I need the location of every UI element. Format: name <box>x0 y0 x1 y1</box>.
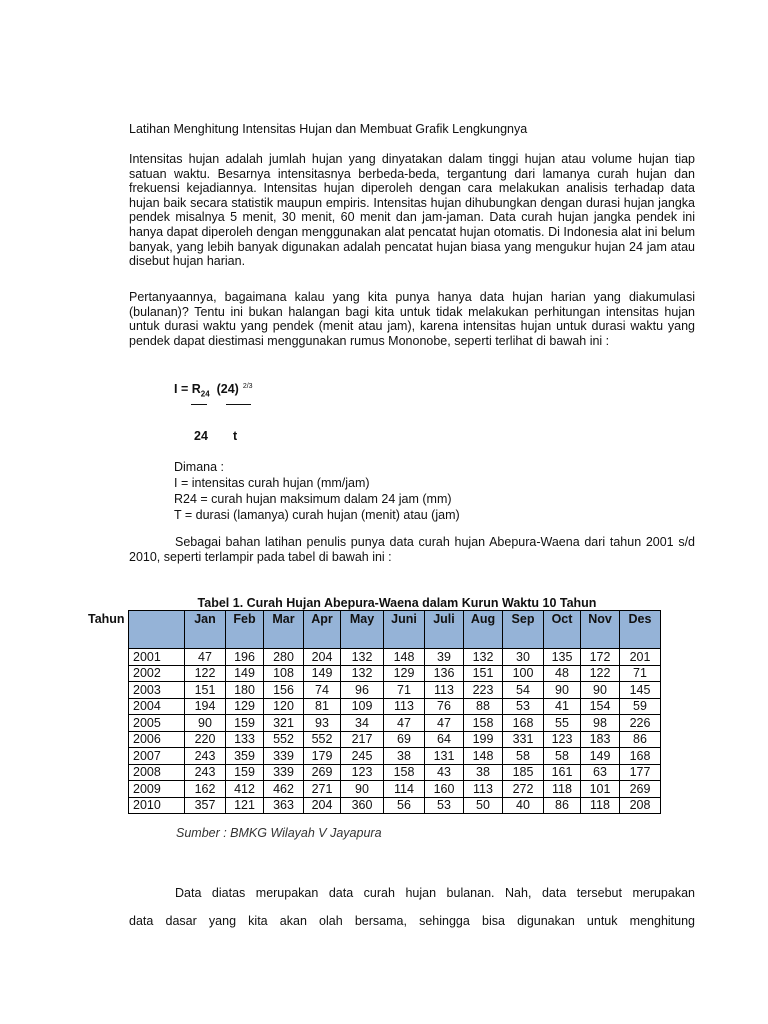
value-cell: 156 <box>264 682 304 699</box>
value-cell: 39 <box>425 649 464 666</box>
value-cell: 41 <box>544 698 581 715</box>
closing-line-1: Data diatas merupakan data curah hujan bulanan. Nah, data tersebut merupakan <box>175 886 695 900</box>
fraction-bar-left <box>191 404 207 405</box>
year-cell: 2003 <box>129 682 185 699</box>
value-cell: 101 <box>581 781 620 798</box>
value-cell: 158 <box>464 715 503 732</box>
value-cell: 204 <box>304 797 341 814</box>
value-cell: 108 <box>264 665 304 682</box>
value-cell: 69 <box>384 731 425 748</box>
table-row <box>129 764 661 781</box>
year-cell: 2002 <box>129 665 185 682</box>
value-cell: 360 <box>341 797 384 814</box>
value-cell: 120 <box>264 698 304 715</box>
value-cell: 204 <box>304 649 341 666</box>
value-cell: 272 <box>503 781 544 798</box>
value-cell: 71 <box>620 665 661 682</box>
table-source: Sumber : BMKG Wilayah V Jayapura <box>176 826 382 840</box>
value-cell: 220 <box>185 731 226 748</box>
table-row <box>129 781 661 798</box>
header-cell: Mar <box>264 611 304 649</box>
value-cell: 93 <box>304 715 341 732</box>
value-cell: 63 <box>581 764 620 781</box>
value-cell: 86 <box>544 797 581 814</box>
value-cell: 217 <box>341 731 384 748</box>
value-cell: 194 <box>185 698 226 715</box>
value-cell: 185 <box>503 764 544 781</box>
value-cell: 148 <box>384 649 425 666</box>
value-cell: 177 <box>620 764 661 781</box>
value-cell: 58 <box>503 748 544 765</box>
document-title: Latihan Menghitung Intensitas Hujan dan Membuat Grafik Lengkungnya <box>129 122 528 136</box>
value-cell: 113 <box>384 698 425 715</box>
value-cell: 357 <box>185 797 226 814</box>
value-cell: 196 <box>226 649 264 666</box>
value-cell: 149 <box>581 748 620 765</box>
value-cell: 123 <box>341 764 384 781</box>
value-cell: 122 <box>185 665 226 682</box>
value-cell: 245 <box>341 748 384 765</box>
value-cell: 243 <box>185 764 226 781</box>
value-cell: 271 <box>304 781 341 798</box>
value-cell: 412 <box>226 781 264 798</box>
value-cell: 269 <box>304 764 341 781</box>
intro-paragraph: Intensitas hujan adalah jumlah hujan yang dinyatakan dalam tinggi hujan atau volume hujan tiap satuan waktu. Besarnya intensitasnya berbeda-beda, tergantung dari lamanya curah hujan dan frekuensi kejadiannya. Intensitas hujan diperoleh dengan cara melakukan analisis terhadap data hujan baik secara statistik maupun empiris. Intensitas hujan dihubungkan dengan durasi hujan jangka pendek misalnya 5 menit, 30 menit, 60 menit dan jam-jaman. Data curah hujan jangka pendek ini hanya dapat diperoleh dengan menggunakan alat pencatat hujan otomatis. Di Indonesia alat ini belum banyak, yang lebih banyak digunakan adalah pencatat hujan biasa yang mengukur hujan 24 jam atau disebut hujan harian. <box>129 152 695 269</box>
value-cell: 269 <box>620 781 661 798</box>
value-cell: 132 <box>341 649 384 666</box>
header-cell-year <box>129 611 185 649</box>
value-cell: 96 <box>341 682 384 699</box>
value-cell: 74 <box>304 682 341 699</box>
value-cell: 226 <box>620 715 661 732</box>
value-cell: 363 <box>264 797 304 814</box>
value-cell: 280 <box>264 649 304 666</box>
value-cell: 339 <box>264 748 304 765</box>
value-cell: 131 <box>425 748 464 765</box>
value-cell: 148 <box>464 748 503 765</box>
table-caption: Tabel 1. Curah Hujan Abepura-Waena dalam Kurun Waktu 10 Tahun <box>197 596 597 610</box>
value-cell: 160 <box>425 781 464 798</box>
value-cell: 38 <box>384 748 425 765</box>
value-cell: 552 <box>304 731 341 748</box>
value-cell: 168 <box>620 748 661 765</box>
formula-denominator-t: t <box>233 429 238 443</box>
value-cell: 113 <box>464 781 503 798</box>
header-cell: Sep <box>503 611 544 649</box>
value-cell: 118 <box>544 781 581 798</box>
value-cell: 58 <box>544 748 581 765</box>
value-cell: 151 <box>464 665 503 682</box>
value-cell: 149 <box>304 665 341 682</box>
table-row <box>129 748 661 765</box>
value-cell: 86 <box>620 731 661 748</box>
definition-line: T = durasi (lamanya) curah hujan (menit) atau (jam) <box>174 508 460 522</box>
table-row <box>129 731 661 748</box>
value-cell: 88 <box>464 698 503 715</box>
value-cell: 129 <box>226 698 264 715</box>
table-header-row <box>129 611 661 649</box>
value-cell: 183 <box>581 731 620 748</box>
definition-line: I = intensitas curah hujan (mm/jam) <box>174 476 370 490</box>
header-cell: Des <box>620 611 661 649</box>
mononobe-formula-numerator <box>174 382 253 399</box>
value-cell: 136 <box>425 665 464 682</box>
value-cell: 123 <box>544 731 581 748</box>
value-cell: 50 <box>464 797 503 814</box>
value-cell: 331 <box>503 731 544 748</box>
value-cell: 161 <box>544 764 581 781</box>
value-cell: 53 <box>503 698 544 715</box>
year-cell: 2001 <box>129 649 185 666</box>
value-cell: 158 <box>384 764 425 781</box>
header-cell: Nov <box>581 611 620 649</box>
formula-exponent: 2/3 <box>242 382 253 390</box>
year-column-label: Tahun <box>88 612 125 626</box>
value-cell: 47 <box>185 649 226 666</box>
value-cell: 462 <box>264 781 304 798</box>
value-cell: 135 <box>544 649 581 666</box>
value-cell: 162 <box>185 781 226 798</box>
value-cell: 56 <box>384 797 425 814</box>
value-cell: 54 <box>503 682 544 699</box>
header-cell: Oct <box>544 611 581 649</box>
value-cell: 321 <box>264 715 304 732</box>
value-cell: 199 <box>464 731 503 748</box>
header-cell: Apr <box>304 611 341 649</box>
table-row <box>129 682 661 699</box>
value-cell: 223 <box>464 682 503 699</box>
year-cell: 2007 <box>129 748 185 765</box>
value-cell: 133 <box>226 731 264 748</box>
formula-denominator-24: 24 <box>194 429 208 443</box>
question-paragraph: Pertanyaannya, bagaimana kalau yang kita punya hanya data hujan harian yang diakumulasi (bulanan)? Tentu ini bukan halangan bagi kita untuk tidak melakukan perhitungan intensitas hujan untuk durasi waktu yang pendek (menit atau jam), karena intensitas hujan untuk durasi waktu yang pendek dapat diestimasi menggunakan rumus Mononobe, seperti terlihat di bawah ini : <box>129 290 695 348</box>
table-row <box>129 665 661 682</box>
year-cell: 2006 <box>129 731 185 748</box>
year-cell: 2004 <box>129 698 185 715</box>
value-cell: 81 <box>304 698 341 715</box>
value-cell: 47 <box>384 715 425 732</box>
value-cell: 180 <box>226 682 264 699</box>
closing-line-2: data dasar yang kita akan olah bersama, sehingga bisa digunakan untuk menghitung <box>129 914 695 928</box>
value-cell: 47 <box>425 715 464 732</box>
value-cell: 168 <box>503 715 544 732</box>
data-intro-paragraph: Sebagai bahan latihan penulis punya data curah hujan Abepura-Waena dari tahun 2001 s/d 2010, seperti terlampir pada tabel di bawah ini : <box>129 535 695 564</box>
value-cell: 53 <box>425 797 464 814</box>
value-cell: 71 <box>384 682 425 699</box>
value-cell: 339 <box>264 764 304 781</box>
value-cell: 159 <box>226 715 264 732</box>
value-cell: 113 <box>425 682 464 699</box>
value-cell: 90 <box>341 781 384 798</box>
value-cell: 64 <box>425 731 464 748</box>
value-cell: 145 <box>620 682 661 699</box>
value-cell: 40 <box>503 797 544 814</box>
value-cell: 132 <box>464 649 503 666</box>
value-cell: 90 <box>185 715 226 732</box>
header-cell: Aug <box>464 611 503 649</box>
definitions-block <box>174 459 460 523</box>
value-cell: 43 <box>425 764 464 781</box>
definitions-heading: Dimana : <box>174 460 225 474</box>
value-cell: 122 <box>581 665 620 682</box>
value-cell: 208 <box>620 797 661 814</box>
value-cell: 48 <box>544 665 581 682</box>
value-cell: 90 <box>544 682 581 699</box>
value-cell: 151 <box>185 682 226 699</box>
value-cell: 121 <box>226 797 264 814</box>
year-cell: 2010 <box>129 797 185 814</box>
header-cell: Jan <box>185 611 226 649</box>
header-cell: Feb <box>226 611 264 649</box>
table-row <box>129 649 661 666</box>
value-cell: 201 <box>620 649 661 666</box>
value-cell: 132 <box>341 665 384 682</box>
header-cell: Juni <box>384 611 425 649</box>
table-row <box>129 797 661 814</box>
value-cell: 179 <box>304 748 341 765</box>
value-cell: 59 <box>620 698 661 715</box>
formula-lhs: I = R <box>174 382 201 396</box>
table-row <box>129 715 661 732</box>
value-cell: 100 <box>503 665 544 682</box>
value-cell: 243 <box>185 748 226 765</box>
value-cell: 172 <box>581 649 620 666</box>
year-cell: 2008 <box>129 764 185 781</box>
year-cell: 2005 <box>129 715 185 732</box>
value-cell: 154 <box>581 698 620 715</box>
value-cell: 118 <box>581 797 620 814</box>
value-cell: 149 <box>226 665 264 682</box>
value-cell: 552 <box>264 731 304 748</box>
value-cell: 109 <box>341 698 384 715</box>
value-cell: 90 <box>581 682 620 699</box>
year-cell: 2009 <box>129 781 185 798</box>
value-cell: 159 <box>226 764 264 781</box>
value-cell: 38 <box>464 764 503 781</box>
table-row <box>129 698 661 715</box>
value-cell: 30 <box>503 649 544 666</box>
value-cell: 114 <box>384 781 425 798</box>
rainfall-table <box>128 610 661 814</box>
value-cell: 34 <box>341 715 384 732</box>
header-cell: May <box>341 611 384 649</box>
value-cell: 76 <box>425 698 464 715</box>
value-cell: 359 <box>226 748 264 765</box>
formula-paren: (24) <box>216 382 239 396</box>
definition-line: R24 = curah hujan maksimum dalam 24 jam (mm) <box>174 492 452 506</box>
formula-subscript: 24 <box>200 389 210 399</box>
value-cell: 98 <box>581 715 620 732</box>
value-cell: 55 <box>544 715 581 732</box>
value-cell: 129 <box>384 665 425 682</box>
header-cell: Juli <box>425 611 464 649</box>
fraction-bar-right <box>226 404 251 405</box>
